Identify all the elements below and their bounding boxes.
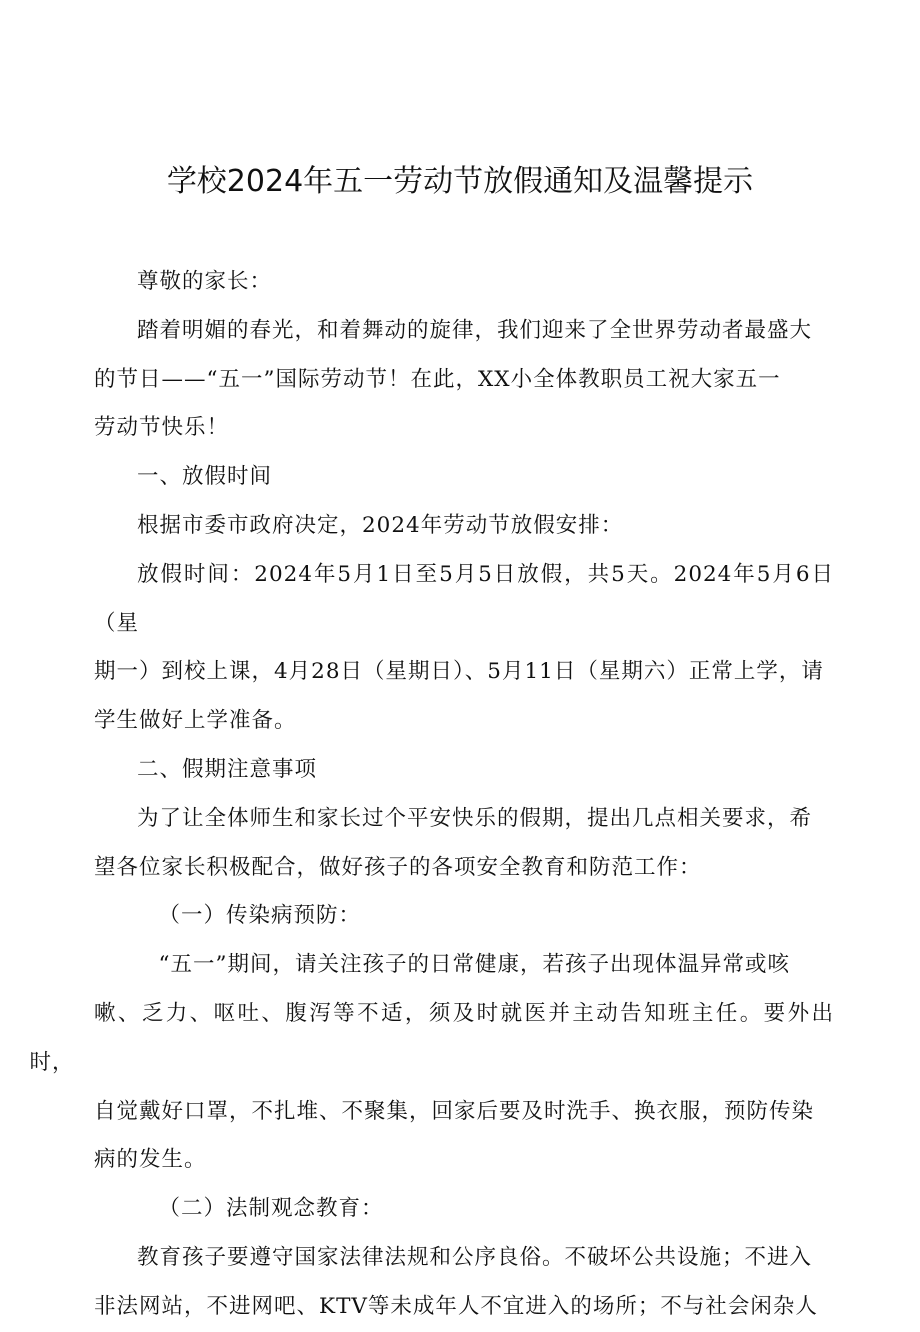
schedule-line: 放假时间：2024年5月1日至5月5日放假，共5天。2024年5月6日（星 — [94, 561, 834, 636]
section2-intro-paragraph — [94, 795, 834, 893]
legal-line: 非法网站，不进网吧、KTV等未成年人不宜进入的场所；不与社会闲杂人 — [94, 1293, 818, 1319]
document-body — [29, 258, 834, 1332]
section2-intro-line: 为了让全体师生和家长过个平安快乐的假期，提出几点相关要求，希 — [137, 805, 813, 831]
document-title: 学校2024年五一劳动节放假通知及温馨提示 — [166, 164, 754, 199]
disease-line: 自觉戴好口罩，不扎堆、不聚集，回家后要及时洗手、换衣服，预防传染 — [94, 1098, 815, 1124]
disease-prevention-paragraph — [29, 941, 834, 1185]
disease-line: 嗽、乏力、呕吐、腹泻等不适，须及时就医并主动告知班主任。要外出时， — [29, 1000, 834, 1075]
section-heading: 一、放假时间 — [137, 464, 273, 490]
intro-line: 的节日——“五一”国际劳动节！在此，XX小全体教职员工祝大家五一 — [94, 366, 781, 392]
legal-line: 教育孩子要遵守国家法律法规和公序良俗。不破坏公共设施；不进入 — [137, 1244, 813, 1270]
greeting: 尊敬的家长： — [137, 269, 273, 294]
section-heading: 二、假期注意事项 — [137, 756, 318, 782]
intro-line: 踏着明媚的春光，和着舞动的旋律，我们迎来了全世界劳动者最盛大 — [137, 317, 813, 343]
subsection-heading: （二）法制观念教育： — [158, 1196, 384, 1222]
section1-paragraph: 根据市委市政府决定，2024年劳动节放假安排： — [137, 512, 624, 538]
intro-paragraph — [94, 307, 834, 453]
section1-schedule-paragraph — [94, 551, 834, 746]
subsection-heading: （一）传染病预防： — [158, 903, 362, 929]
disease-line: “五一”期间，请关注孩子的日常健康，若孩子出现体温异常或咳 — [158, 952, 790, 978]
disease-line: 病的发生。 — [94, 1147, 207, 1173]
intro-line: 劳动节快乐！ — [94, 415, 230, 441]
legal-education-paragraph — [94, 1234, 834, 1332]
schedule-line: 学生做好上学准备。 — [94, 708, 297, 734]
schedule-line: 期一）到校上课，4月28日（星期日）、5月11日（星期六）正常上学，请 — [94, 659, 824, 685]
section2-intro-line: 望各位家长积极配合，做好孩子的各项安全教育和防范工作： — [94, 854, 702, 880]
